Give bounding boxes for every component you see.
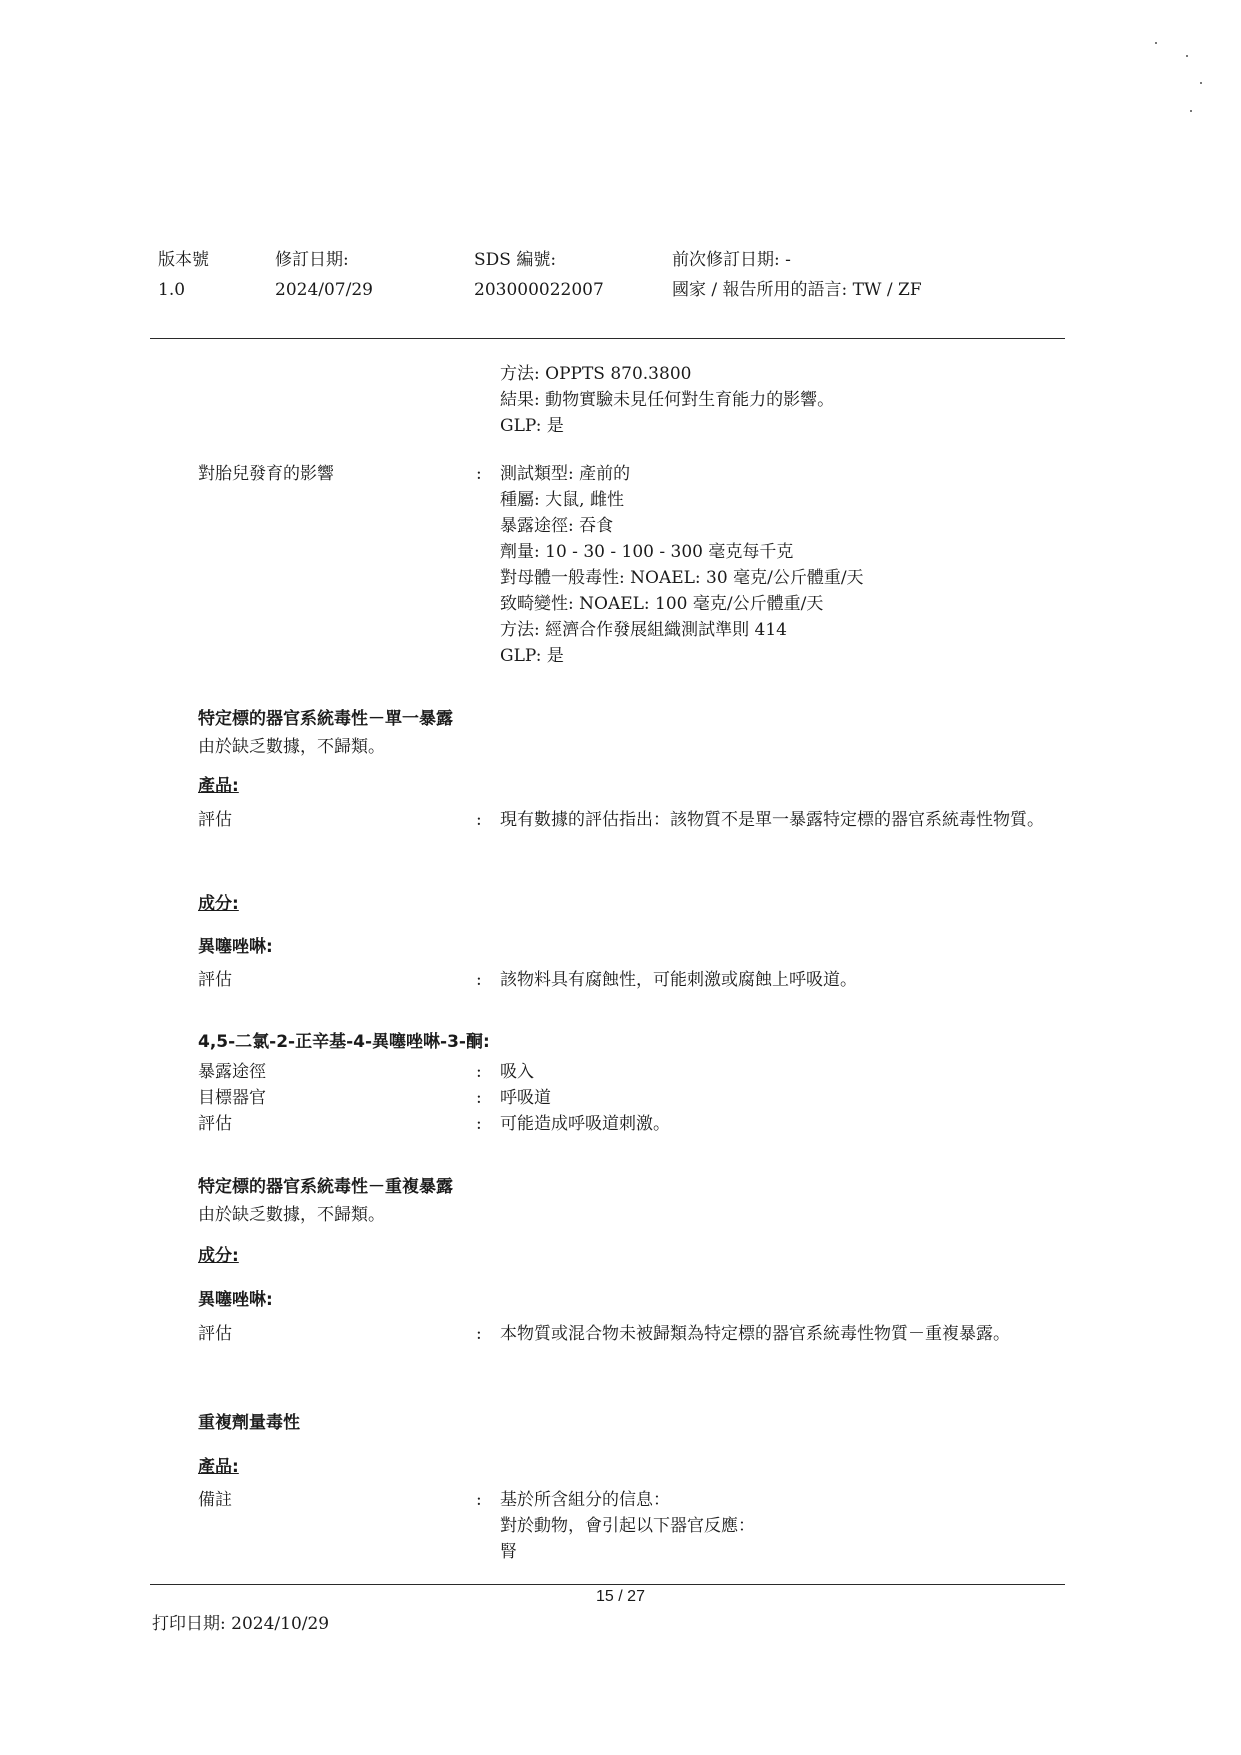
colon: : <box>476 1062 482 1082</box>
assessment-value: 該物料具有腐蝕性，可能刺激或腐蝕上呼吸道。 <box>500 970 857 990</box>
previous-revision-date: 前次修訂日期: - <box>672 250 791 270</box>
stot-repeated-heading: 特定標的器官系統毒性－重複暴露 <box>198 1177 453 1197</box>
colon: : <box>476 970 482 990</box>
remarks-line: 基於所含組分的信息： <box>500 1490 670 1510</box>
sds-number-value: 203000022007 <box>474 280 604 300</box>
colon: : <box>476 1324 482 1344</box>
remarks-line: 對於動物，會引起以下器官反應： <box>500 1516 755 1536</box>
footer-divider <box>150 1584 1065 1585</box>
developmental-line: 致畸變性: NOAEL: 100 毫克/公斤體重/天 <box>500 594 824 614</box>
component-name: 4,5-二氯-2-正辛基-4-異噻唑啉-3-酮: <box>198 1032 490 1052</box>
developmental-line: GLP: 是 <box>500 646 564 666</box>
assessment-label: 評估 <box>198 970 232 990</box>
page-number: 15 / 27 <box>596 1588 645 1605</box>
header-divider <box>150 338 1065 339</box>
stot-single-heading: 特定標的器官系統毒性－單一暴露 <box>198 709 453 729</box>
revision-date-value: 2024/07/29 <box>275 280 373 300</box>
component-name: 異噻唑啉: <box>198 937 273 957</box>
stot-repeated-note: 由於缺乏數據，不歸類。 <box>198 1205 385 1225</box>
repeated-dose-heading: 重複劑量毒性 <box>198 1413 300 1433</box>
component-name: 異噻唑啉: <box>198 1290 273 1310</box>
revision-date-label: 修訂日期: <box>275 250 349 270</box>
remarks-label: 備註 <box>198 1490 232 1510</box>
exposure-route-value: 吸入 <box>500 1062 534 1082</box>
colon: : <box>476 464 482 484</box>
components-label: 成分: <box>198 894 239 914</box>
colon: : <box>476 1088 482 1108</box>
continuation-line: 結果: 動物實驗未見任何對生育能力的影響。 <box>500 390 835 410</box>
assessment-value: 現有數據的評估指出：該物質不是單一暴露特定標的器官系統毒性物質。 <box>500 810 1044 830</box>
product-label: 產品: <box>198 1457 239 1477</box>
continuation-line: GLP: 是 <box>500 416 564 436</box>
version-label: 版本號 <box>158 250 209 270</box>
developmental-line: 對母體一般毒性: NOAEL: 30 毫克/公斤體重/天 <box>500 568 864 588</box>
version-value: 1.0 <box>158 280 186 300</box>
developmental-line: 劑量: 10 - 30 - 100 - 300 毫克每千克 <box>500 542 794 562</box>
continuation-line: 方法: OPPTS 870.3800 <box>500 364 692 384</box>
assessment-label: 評估 <box>198 1114 232 1134</box>
scan-speck <box>1200 82 1202 84</box>
exposure-route-label: 暴露途徑 <box>198 1062 266 1082</box>
colon: : <box>476 810 482 830</box>
colon: : <box>476 1114 482 1134</box>
components-label: 成分: <box>198 1246 239 1266</box>
country-language: 國家 / 報告所用的語言: TW / ZF <box>672 280 922 300</box>
developmental-line: 暴露途徑: 吞食 <box>500 516 614 536</box>
scan-speck <box>1155 42 1157 44</box>
assessment-label: 評估 <box>198 810 232 830</box>
product-label: 產品: <box>198 776 239 796</box>
print-date: 打印日期: 2024/10/29 <box>152 1614 330 1634</box>
scan-speck <box>1190 110 1192 112</box>
developmental-line: 種屬: 大鼠, 雌性 <box>500 490 624 510</box>
developmental-label: 對胎兒發育的影響 <box>198 464 334 484</box>
scan-speck <box>1186 55 1188 57</box>
developmental-line: 方法: 經濟合作發展組織測試準則 414 <box>500 620 787 640</box>
colon: : <box>476 1490 482 1510</box>
developmental-line: 測試類型: 產前的 <box>500 464 631 484</box>
assessment-value: 本物質或混合物未被歸類為特定標的器官系統毒性物質－重複暴露。 <box>500 1324 1010 1344</box>
stot-single-note: 由於缺乏數據，不歸類。 <box>198 737 385 757</box>
assessment-value: 可能造成呼吸道刺激。 <box>500 1114 670 1134</box>
assessment-label: 評估 <box>198 1324 232 1344</box>
remarks-line: 腎 <box>500 1542 517 1562</box>
sds-number-label: SDS 編號: <box>474 250 557 270</box>
target-organ-label: 目標器官 <box>198 1088 266 1108</box>
target-organ-value: 呼吸道 <box>500 1088 551 1108</box>
